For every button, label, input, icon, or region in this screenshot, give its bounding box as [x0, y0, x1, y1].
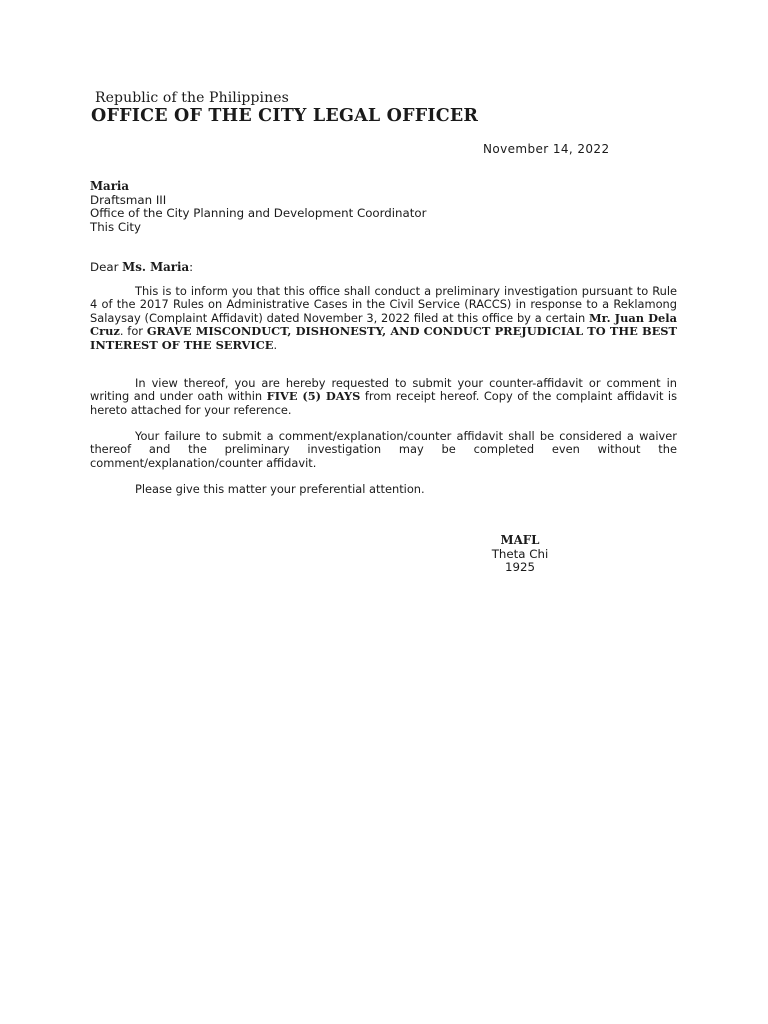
salutation-name: Ms. Maria — [122, 260, 190, 274]
paragraph-2-part-2: from receipt hereof. Copy of the complaint affidavit is hereto attached for your reference. — [90, 389, 678, 417]
charges: GRAVE MISCONDUCT, DISHONESTY, AND CONDUCT PREJUDICIAL TO THE BEST INTEREST OF THE SERVICE — [90, 324, 678, 352]
paragraph-2 — [90, 377, 677, 417]
paragraph-3 — [90, 430, 677, 470]
salutation-suffix: : — [189, 260, 194, 274]
paragraph-2-part-1: In view thereof, you are hereby requested to submit your counter-affidavit or comment in writing and under oath within — [90, 376, 677, 404]
addressee-city: This City — [90, 219, 141, 234]
signature-block — [470, 534, 570, 575]
salutation-prefix: Dear — [90, 260, 119, 274]
paragraph-1 — [90, 285, 677, 352]
deadline: FIVE (5) DAYS — [266, 389, 361, 404]
signatory-name: MAFL — [500, 533, 540, 547]
paragraph-1-part-3: . — [273, 337, 278, 352]
paragraph-1-part-2: . for — [119, 324, 143, 339]
addressee-position: Draftsman III — [90, 192, 167, 207]
salutation — [90, 260, 193, 274]
paragraph-3-text: Your failure to submit a comment/explanation/counter affidavit shall be considered a waiver thereof and the preliminary investigation may be completed even without the comment/explanation/counter affidavit. — [90, 429, 677, 470]
complainant-name: Mr. Juan Dela Cruz — [90, 310, 677, 339]
addressee-office: Office of the City Planning and Development Coordinator — [90, 206, 427, 220]
letter-date: November 14, 2022 — [483, 142, 610, 156]
signatory-line-3: 1925 — [504, 560, 536, 574]
addressee-block — [90, 180, 426, 234]
republic-heading: Republic of the Philippines — [95, 90, 289, 106]
paragraph-1-part-1: This is to inform you that this office shall conduct a preliminary investigation pursuant to Rule 4 of the 2017 Rules on Administrative Cases in the Civil Service (RACCS) in response to a Reklamong Salaysay (Complaint Affidavit) dated November 3, 2022 filed at this office by a certain — [90, 284, 677, 325]
paragraph-4 — [90, 483, 677, 496]
signatory-line-2: Theta Chi — [491, 546, 549, 561]
paragraph-4-text: Please give this matter your preferential attention. — [135, 482, 425, 496]
office-title: OFFICE OF THE CITY LEGAL OFFICER — [91, 106, 479, 126]
addressee-name: Maria — [90, 179, 130, 193]
